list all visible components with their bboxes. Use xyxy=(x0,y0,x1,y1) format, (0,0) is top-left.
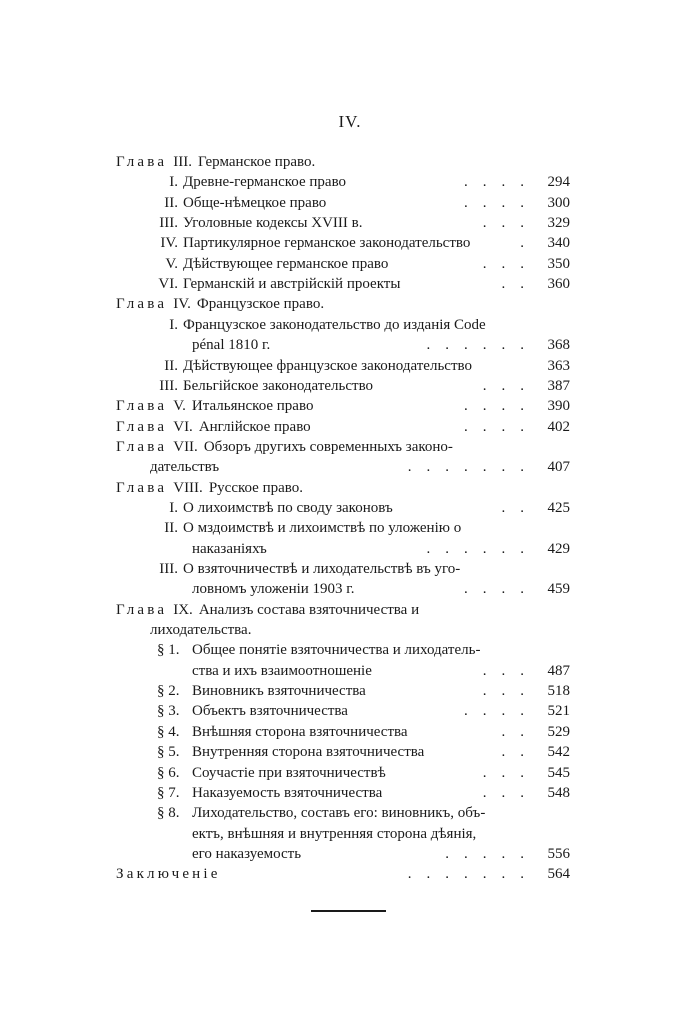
section-label: I. xyxy=(169,316,178,333)
paragraph-title: Наказуемость взяточничества xyxy=(192,784,383,801)
toc-entry xyxy=(0,701,700,721)
page-ref: 329 xyxy=(547,215,570,232)
section-title: Германскій и австрійскій проекты xyxy=(183,276,401,293)
section-title: Обще-нѣмецкое право xyxy=(183,194,327,211)
toc-entry xyxy=(0,518,700,538)
toc-entry xyxy=(0,233,700,253)
toc-entry xyxy=(0,213,700,233)
chapter-number: VIII. xyxy=(173,479,203,496)
continuation-text: лиходательства. xyxy=(150,622,252,639)
toc-entry xyxy=(0,294,700,314)
chapter-title: Англійское право xyxy=(198,418,311,435)
chapter-label: Глава xyxy=(116,418,168,435)
section-title: Уголовные кодексы XVIII в. xyxy=(183,215,363,232)
leader-dots: . . . . xyxy=(464,194,524,211)
paragraph-label: § 4. xyxy=(157,723,180,740)
leader-dots: . . xyxy=(501,276,524,293)
conclusion-title: Заключеніе xyxy=(116,866,221,883)
toc-entry xyxy=(0,559,700,579)
chapter-label: Глава xyxy=(116,296,168,313)
toc-entry xyxy=(0,640,700,660)
leader-dots: . . . . . . xyxy=(426,337,524,354)
toc-entry xyxy=(0,152,700,172)
toc-entry xyxy=(0,172,700,192)
toc-entry xyxy=(0,335,700,355)
page-ref: 300 xyxy=(547,194,570,211)
paragraph-label: § 2. xyxy=(157,683,180,700)
page-ref: 368 xyxy=(547,337,570,354)
section-label: VI. xyxy=(158,276,178,293)
continuation-text: ловномъ уложеніи 1903 г. xyxy=(192,581,355,598)
chapter-title: Французское право. xyxy=(196,296,325,313)
section-title: О взяточничествѣ и лиходательствѣ въ уго- xyxy=(183,561,461,577)
toc-entry xyxy=(0,437,700,457)
leader-dots: . . . xyxy=(482,215,524,232)
section-label: II. xyxy=(164,357,178,374)
page-ref: 542 xyxy=(547,744,570,761)
leader-dots: . . . xyxy=(482,784,524,801)
chapter-number: VII. xyxy=(173,438,198,455)
page-ref: 407 xyxy=(547,459,570,476)
toc-entry xyxy=(0,824,700,844)
section-label: III. xyxy=(159,561,178,577)
page-ref: 363 xyxy=(547,357,570,374)
paragraph-title: Лиходательство, составъ его: виновникъ, объ- xyxy=(192,805,486,822)
chapter-label: Глава xyxy=(116,479,168,496)
page-ref: 360 xyxy=(547,276,570,293)
toc-entry xyxy=(0,722,700,742)
page-ref: 390 xyxy=(547,398,570,415)
page-ref: 564 xyxy=(547,866,570,883)
page-ref: 545 xyxy=(547,764,570,781)
section-title: Французское законодательство до изданія Code xyxy=(183,316,486,333)
leader-dots: . . . . . . . xyxy=(407,459,524,476)
toc-entry xyxy=(0,478,700,498)
section-title: О лихоимствѣ по своду законовъ xyxy=(183,499,393,516)
leader-dots: . . xyxy=(501,723,524,740)
section-title: Дѣйствующее французское законодательство xyxy=(183,357,472,374)
leader-dots: . . xyxy=(501,744,524,761)
leader-dots: . . . . xyxy=(464,398,524,415)
section-label: III. xyxy=(159,215,178,232)
toc-entry xyxy=(0,620,700,640)
paragraph-title: Общее понятіе взяточничества и лиходатель- xyxy=(192,642,481,659)
paragraph-title: Внѣшняя сторона взяточничества xyxy=(192,723,408,740)
paragraph-label: § 8. xyxy=(157,805,180,822)
toc-entry xyxy=(0,742,700,762)
paragraph-label: § 6. xyxy=(157,764,180,781)
continuation-text: наказаніяхъ xyxy=(192,540,267,557)
continuation-text: дательствъ xyxy=(150,459,220,476)
toc-entry xyxy=(0,763,700,783)
toc-entry xyxy=(0,356,700,376)
page-ref: 548 xyxy=(547,784,570,801)
leader-dots: . . . xyxy=(482,377,524,394)
chapter-title: Германское право. xyxy=(197,154,316,170)
toc-entry xyxy=(0,254,700,274)
toc-entry xyxy=(0,417,700,437)
leader-dots: . . . xyxy=(482,764,524,781)
toc-entry xyxy=(0,457,700,477)
toc-entry xyxy=(0,193,700,213)
leader-dots: . . . . . xyxy=(445,845,524,862)
leader-dots: . xyxy=(520,235,524,252)
leader-dots: . . . xyxy=(482,683,524,700)
paragraph-title: Внутренняя сторона взяточничества xyxy=(192,744,425,761)
chapter-number: VI. xyxy=(173,418,193,435)
paragraph-title: Соучастіе при взяточничествѣ xyxy=(192,764,386,781)
section-label: III. xyxy=(159,377,178,394)
page-ref: 459 xyxy=(547,581,570,598)
page-ref: 429 xyxy=(547,540,570,557)
chapter-title: Обзоръ другихъ современныхъ законо- xyxy=(203,438,453,455)
leader-dots: . . . xyxy=(482,255,524,272)
section-title: Бельгійское законодательство xyxy=(183,377,374,394)
section-title: Дѣйствующее германское право xyxy=(183,255,389,272)
toc-entry xyxy=(0,600,700,620)
chapter-title: Итальянское право xyxy=(191,398,314,415)
page-ref: 487 xyxy=(547,662,570,679)
section-title: Партикулярное германское законодательство xyxy=(183,235,471,252)
toc-entry xyxy=(0,844,700,864)
section-label: I. xyxy=(169,499,178,516)
section-label: II. xyxy=(164,520,178,537)
page-ref: 556 xyxy=(547,845,570,862)
continuation-text: ства и ихъ взаимоотношеніе xyxy=(192,662,372,679)
leader-dots: . . . . xyxy=(464,581,524,598)
page-ref: 340 xyxy=(547,235,570,252)
page-number: IV. xyxy=(338,112,362,131)
continuation-text: ектъ, внѣшняя и внутренняя сторона дѣянія, xyxy=(192,825,477,842)
leader-dots: . . . . . . . xyxy=(407,866,524,883)
section-label: I. xyxy=(169,174,178,191)
toc-entry xyxy=(0,315,700,335)
continuation-text: его наказуемость xyxy=(192,845,302,862)
chapter-number: IX. xyxy=(173,601,193,618)
chapter-title: Анализъ состава взяточничества и xyxy=(198,601,420,618)
toc-entry xyxy=(0,274,700,294)
section-label: V. xyxy=(165,255,178,272)
closing-rule xyxy=(311,910,386,912)
chapter-title: Русское право. xyxy=(208,479,304,496)
paragraph-label: § 1. xyxy=(157,642,180,659)
chapter-number: III. xyxy=(173,154,192,170)
continuation-text: pénal 1810 г. xyxy=(192,337,271,354)
page-ref: 387 xyxy=(547,377,570,394)
toc-entry xyxy=(0,681,700,701)
leader-dots: . . . . . . xyxy=(426,540,524,557)
paragraph-label: § 3. xyxy=(157,703,180,720)
leader-dots: . . xyxy=(501,499,524,516)
leader-dots: . . . . xyxy=(464,174,524,191)
chapter-label: Глава xyxy=(116,154,168,170)
toc-entry xyxy=(0,539,700,559)
page-ref: 402 xyxy=(547,418,570,435)
page-ref: 521 xyxy=(547,703,570,720)
chapter-number: IV. xyxy=(173,296,191,313)
page-ref: 518 xyxy=(547,683,570,700)
paragraph-label: § 7. xyxy=(157,784,180,801)
chapter-label: Глава xyxy=(116,398,168,415)
paragraph-title: Виновникъ взяточничества xyxy=(192,683,366,700)
chapter-label: Глава xyxy=(116,438,168,455)
section-label: II. xyxy=(164,194,178,211)
toc-entry xyxy=(0,864,700,884)
section-label: IV. xyxy=(160,235,178,252)
toc-entry xyxy=(0,579,700,599)
toc-entry xyxy=(0,803,700,823)
section-title: О мздоимствѣ и лихоимствѣ по уложенію о xyxy=(183,520,462,537)
leader-dots: . . . . xyxy=(464,418,524,435)
toc-entry xyxy=(0,376,700,396)
toc-entry xyxy=(0,396,700,416)
page-ref: 529 xyxy=(547,723,570,740)
toc-entry xyxy=(0,498,700,518)
page-ref: 294 xyxy=(547,174,570,191)
chapter-number: V. xyxy=(173,398,186,415)
toc-entry xyxy=(0,661,700,681)
chapter-label: Глава xyxy=(116,601,168,618)
paragraph-title: Объектъ взяточничества xyxy=(192,703,348,720)
toc-entry xyxy=(0,783,700,803)
paragraph-label: § 5. xyxy=(157,744,180,761)
page-ref: 425 xyxy=(547,499,570,516)
page-ref: 350 xyxy=(547,255,570,272)
section-title: Древне-германское право xyxy=(183,174,347,191)
leader-dots: . . . xyxy=(482,662,524,679)
leader-dots: . . . . xyxy=(464,703,524,720)
